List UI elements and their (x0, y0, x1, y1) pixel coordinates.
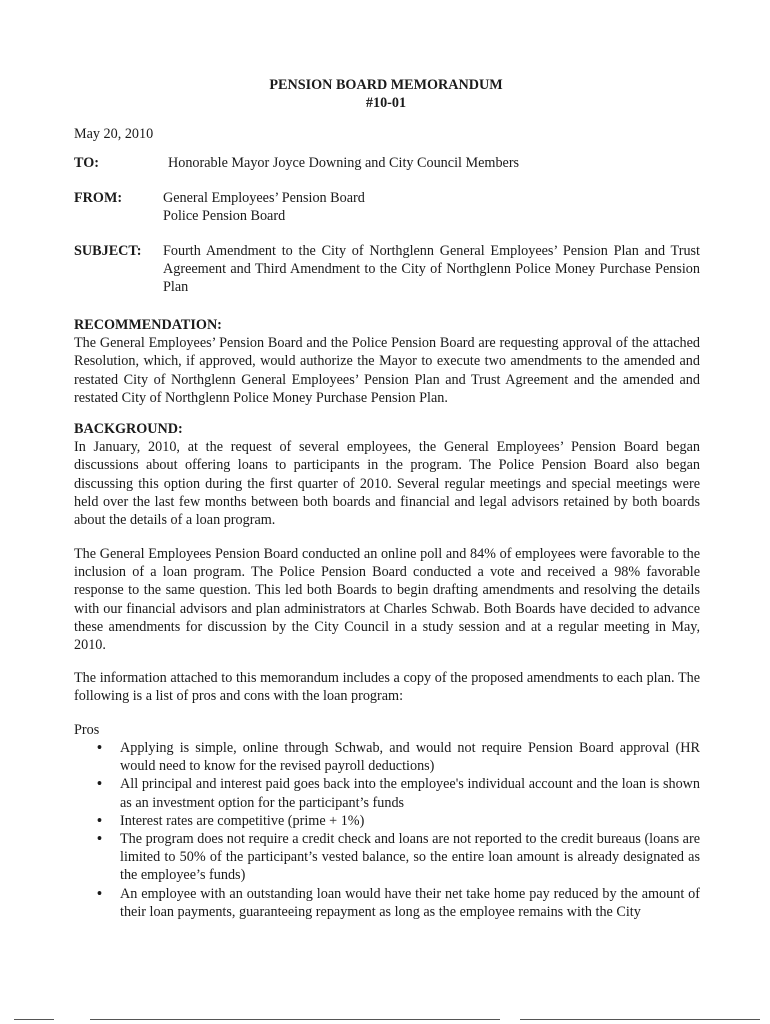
scan-edge-line (520, 1019, 760, 1020)
from-line-2: Police Pension Board (163, 208, 286, 225)
pros-label: Pros (74, 722, 100, 738)
recommendation-text: The General Employees’ Pension Board and the Police Pension Board are requesting approval of the attached Resolution, which, if approved, would authorize the Mayor to execute two amendments to the amended and restated City of Northglenn General Employees’ Pension Plan and Trust Agreement and the amended and restated City of Northglenn Police Money Purchase Pension Plan. (74, 335, 700, 406)
background-paragraph-2: The General Employees Pension Board conducted an online poll and 84% of employees were favorable to the inclusion of a loan program. The Police Pension Board conducted a vote and received a 98% favorable response to the same question. This led both Boards to begin drafting amendments and resolving the details with our financial advisors and plan administrators at Charles Schwab. Both Boards have decided to advance these amendments for discussion by the City Council in a study session and at a regular meeting in May, 2010. (74, 546, 700, 654)
background-heading: BACKGROUND: (74, 421, 183, 437)
from-label: FROM: (74, 190, 123, 206)
memo-title: PENSION BOARD MEMORANDUM (269, 77, 503, 93)
from-line-1: General Employees’ Pension Board (163, 190, 365, 206)
pros-list (74, 739, 700, 921)
subject-label: SUBJECT: (74, 243, 142, 259)
scan-edge-line (14, 1019, 54, 1020)
recommendation-section (74, 316, 700, 407)
background-section (74, 420, 700, 529)
scan-edge-line (90, 1019, 500, 1020)
to-value: Honorable Mayor Joyce Downing and City Council Members (168, 155, 520, 171)
list-item-text: An employee with an outstanding loan would have their net take home pay reduced by the amount of their loan payments, guaranteeing repayment as long as the employee remains with the City (120, 885, 700, 920)
list-item-text: Interest rates are competitive (prime + 1%) (120, 812, 365, 829)
list-item (74, 775, 700, 811)
background-paragraph-3: The information attached to this memorandum includes a copy of the proposed amendments to each plan. The following is a list of pros and cons with the loan program: (74, 670, 700, 705)
bullet-icon: • (97, 740, 102, 756)
bullet-icon: • (97, 831, 102, 848)
list-item (74, 739, 700, 775)
bullet-icon: • (97, 776, 102, 793)
subject-value: Fourth Amendment to the City of Northglenn General Employees’ Pension Plan and Trust Agreement and Third Amendment to the City of Northglenn Police Money Purchase Pension Plan (163, 243, 700, 296)
recommendation-heading: RECOMMENDATION: (74, 317, 222, 333)
background-paragraph-1: In January, 2010, at the request of several employees, the General Employees’ Pension Board began discussions about offering loans to participants in the program. The Police Pension Board also began discussing this option during the first quarter of 2010. Several regular meetings and special meetings were held over the last few months between both boards and financial and legal advisors retained by both boards about the details of a loan program. (74, 439, 700, 529)
bullet-icon: • (97, 812, 102, 829)
list-item-text: The program does not require a credit check and loans are not reported to the credit bureaus (loans are limited to 50% of the participant’s vested balance, so the entire loan amount is already designated as the employee’s funds) (120, 831, 700, 884)
memo-number: #10-01 (365, 95, 407, 111)
list-item-text: All principal and interest paid goes back into the employee's individual account and the loan is shown as an investment option for the participant’s funds (120, 776, 700, 811)
bullet-icon: • (97, 885, 102, 902)
list-item-text: Applying is simple, online through Schwab, and would not require Pension Board approval (HR would need to know for the revised payroll deductions) (120, 740, 700, 775)
to-label: TO: (74, 155, 99, 171)
list-item (74, 812, 700, 830)
memo-date: May 20, 2010 (74, 126, 154, 142)
list-item (74, 885, 700, 921)
from-value (163, 189, 683, 225)
list-item (74, 830, 700, 885)
